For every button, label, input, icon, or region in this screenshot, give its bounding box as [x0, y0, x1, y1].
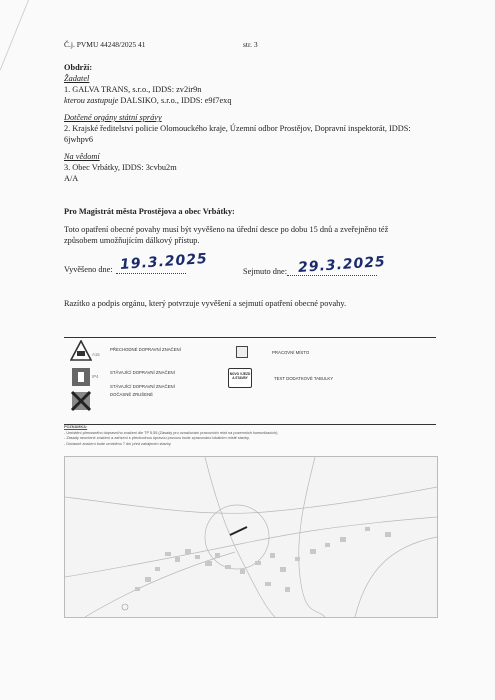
- cancelled-sign-icon: [70, 390, 92, 412]
- warning-sign-icon: [70, 340, 92, 362]
- info-heading: Na vědomí: [64, 152, 100, 161]
- magistrate-text-line-1: Toto opatření obecné povahy musí být vyvěšeno na úřední desce po dobu 15 dnů a zveřejněno též: [64, 225, 389, 234]
- authorities-line-2: 6jwhpv6: [64, 135, 94, 144]
- authorities-heading: Dotčené orgány státní správy: [64, 113, 162, 122]
- legend-code-1: A15: [92, 352, 100, 357]
- magistrate-text-line-2: způsobem umožňujícím dálkový přístup.: [64, 236, 200, 245]
- legend-item-cancelled: STÁVAJÍCÍ DOPRAVNÍ ZNAČENÍ: [110, 384, 175, 389]
- info-line: 3. Obec Vrbátky, IDDS: 3cvbu2m: [64, 163, 177, 172]
- work-site-icon: [236, 346, 248, 358]
- stamp-instruction: Razítko a podpis orgánu, který potvrzuje vyvěšení a sejmutí opatření obecné povahy.: [64, 299, 347, 308]
- page-fold-mark: [0, 0, 29, 70]
- authorities-line: 2. Krajské ředitelství policie Olomouckého kraje, Územní odbor Prostějov, Dopravní inspektorát, IDDS:: [64, 124, 411, 133]
- legend-notes: [64, 425, 436, 447]
- posted-date-handwritten: 19.3.2025: [119, 250, 209, 274]
- represented-by-label: kterou zastupuje: [64, 96, 119, 105]
- legend-item-cancelled-2: DOČASNĚ ZRUŠENÉ: [110, 392, 153, 397]
- applicant-representative: [64, 95, 444, 106]
- map-drawing: [65, 457, 437, 617]
- reference-number: Č.j. PVMU 44248/2025 41: [64, 40, 146, 49]
- representative-name: DALSIKO, s.r.o., IDDS: e9f7exq: [118, 96, 232, 105]
- removed-label: Sejmuto dne:: [243, 267, 288, 276]
- posted-label: Vyvěšeno dne:: [64, 265, 113, 274]
- legend-item-existing: STÁVAJÍCÍ DOPRAVNÍ ZNAČENÍ: [110, 370, 175, 375]
- notes-heading: POZNÁMKA:: [64, 425, 88, 429]
- applicant-line: 1. GALVA TRANS, s.r.o., IDDS: zv2ir9n: [64, 85, 202, 94]
- map-legend: [64, 337, 436, 425]
- situation-map: [64, 456, 438, 618]
- supplementary-plate-icon: NOVO VJEZD A STAVBY: [228, 368, 252, 388]
- recipients-heading: Obdrží:: [64, 63, 93, 72]
- legend-item-work-site: PRACOVNÍ MÍSTO: [272, 350, 310, 355]
- legend-code-2: IP4: [92, 374, 99, 379]
- applicant-heading: Žadatel: [64, 74, 90, 83]
- removed-date-handwritten: 29.3.2025: [297, 253, 387, 277]
- note-2: - Zásady neurčené značení a zařízení s přechodnou úpravou provozu bude zpracováno lokálním místě stavby.: [64, 436, 250, 441]
- info-line-2: A/A: [64, 174, 79, 183]
- magistrate-heading: Pro Magistrát města Prostějova a obec Vrbátky:: [64, 207, 235, 216]
- magistrate-text: [64, 224, 444, 246]
- note-1: - Umístění přenosného dopravního značení dle TP 5.55 (Zásady pro označování pracovních míst na pozemních komunikacích).: [64, 430, 279, 435]
- legend-item-plate: TEXT DODATKOVÉ TABULKY: [274, 376, 334, 381]
- page-number: str. 3: [243, 40, 258, 49]
- legend-item-temporary: PŘECHODNÉ DOPRAVNÍ ZNAČENÍ: [110, 347, 181, 352]
- recipients-block: [64, 62, 444, 184]
- note-3: - Dočasné značení bude umístěno 7 dní před zahájením stavby.: [64, 441, 172, 446]
- existing-sign-icon: [70, 366, 92, 388]
